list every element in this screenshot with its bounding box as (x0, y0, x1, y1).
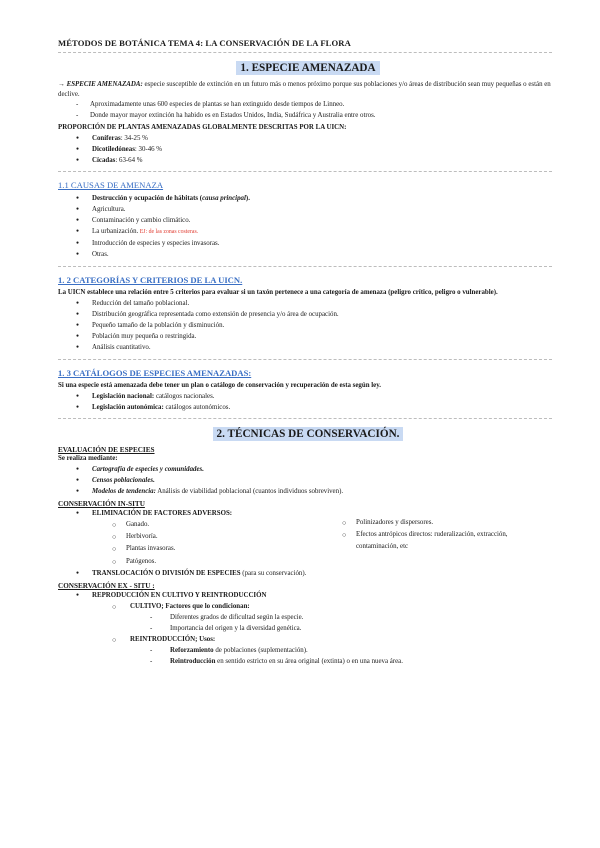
definition-text: especie susceptible de extinción en un futuro más o menos próximo porque sus poblaciones y/o áreas de distribución sean muy pequeñas o están en declive. (58, 81, 551, 99)
ex-situ-sublist (112, 601, 558, 613)
catalog-term: Legislación autonómica: (92, 403, 164, 411)
divider (58, 171, 552, 172)
section-1-header (58, 58, 558, 76)
list-item (58, 155, 558, 166)
arrow-icon: → (58, 81, 65, 88)
list-item: ● Cartografía de especies y comunidades. (58, 464, 558, 475)
evaluation-value: Análisis de viabilidad poblacional (cuantos individuos sobreviven). (155, 488, 344, 496)
list-item (58, 486, 558, 497)
adverse-factors-col2 (342, 517, 542, 568)
list-item: ● Análisis cuantitativo. (58, 342, 558, 353)
proportion-value: : 30-46 % (134, 146, 163, 154)
list-item: ● Contaminación y cambio climático. (58, 215, 558, 226)
cultivo-list (150, 613, 558, 634)
translocation-term: TRANSLOCACIÓN O DIVISIÓN DE ESPECIES (92, 569, 241, 577)
list-item: ● Introducción de especies y especies invasoras. (58, 238, 558, 249)
list-item (58, 402, 558, 413)
catalog-term: Legislación nacional: (92, 392, 155, 400)
catalogs-intro: Si una especie está amenazada debe tener un plan o catálogo de conservación y recuperación de esta según ley. (58, 381, 382, 389)
catalog-value: catálogos nacionales. (154, 392, 215, 400)
list-item: - Diferentes grados de dificultad según la especie. (150, 613, 558, 624)
document-title: MÉTODOS DE BOTÁNICA TEMA 4: LA CONSERVACIÓN DE LA FLORA (58, 38, 351, 48)
list-item: ○ Efectos antrópicos directos: ruderalización, extracción, contaminación, etc (342, 529, 542, 553)
divider (58, 52, 552, 53)
list-item: ● Distribución geográfica representada como extensión de presencia y/o área de ocupación. (58, 309, 558, 320)
list-item (150, 646, 558, 657)
cause-emphasis: causa principal (202, 195, 246, 203)
causes-heading: 1.1 CAUSAS DE AMENAZA (58, 180, 164, 191)
list-item: ● Población muy pequeña o restringida. (58, 331, 558, 342)
adverse-factors-col1 (112, 519, 342, 568)
catalog-value: catálogos autonómicos. (163, 403, 231, 411)
section-2-title: 2. TÉCNICAS DE CONSERVACIÓN. (213, 427, 404, 441)
adverse-factors-columns (112, 519, 558, 568)
list-item (58, 144, 558, 155)
list-item (58, 193, 558, 204)
ex-situ-sublist-2 (112, 634, 558, 646)
translocation-text: (para su conservación). (240, 569, 307, 577)
list-item: ● Otras. (58, 249, 558, 260)
ex-situ-list (58, 590, 558, 601)
divider (58, 359, 552, 360)
list-item: ● ELIMINACIÓN DE FACTORES ADVERSOS: (58, 508, 558, 519)
reintro-list (150, 646, 558, 667)
proportion-term: Dicotiledóneas (92, 146, 135, 154)
list-item (58, 226, 558, 238)
proportion-term: Coníferas (92, 135, 121, 143)
proportion-title: PROPORCIÓN DE PLANTAS AMENAZADAS GLOBALMENTE DESCRITAS POR LA UICN: (58, 123, 347, 131)
causes-list (58, 193, 558, 260)
catalogs-list (58, 391, 558, 413)
evaluation-intro: Se realiza mediante: (58, 454, 118, 462)
divider (58, 418, 552, 419)
list-item: ○ Patógenos. (112, 556, 342, 568)
list-item (150, 657, 558, 668)
in-situ-list-2 (58, 568, 558, 579)
proportion-value: : 34-25 % (120, 135, 148, 143)
criteria-list (58, 298, 558, 353)
reintro-value: en sentido estricto en su área original (extinta) o en una nueva área. (215, 658, 403, 666)
list-item (58, 391, 558, 402)
section-1-title: 1. ESPECIE AMENAZADA (236, 61, 379, 75)
list-item: ● Pequeño tamaño de la población y disminución. (58, 320, 558, 331)
catalogs-heading: 1. 3 CATÁLOGOS DE ESPECIES AMENAZADAS: (58, 367, 252, 378)
list-item: ○ Polinizadores y dispersores. (342, 517, 542, 529)
list-item (58, 568, 558, 579)
list-item: - Donde mayor mayor extinción ha habido es en Estados Unidos, India, Sudáfrica y Australia entre otros. (58, 111, 558, 121)
reintro-value: de poblaciones (suplementación). (213, 647, 308, 655)
definition-term: ESPECIE AMENAZADA: (66, 81, 143, 88)
reintro-term: Reintroducción (170, 658, 216, 666)
cause-example: EJ: de las zonas costeras. (138, 229, 199, 236)
list-item: ● Agricultura. (58, 204, 558, 215)
evaluation-list (58, 464, 558, 497)
criteria-intro: La UICN establece una relación entre 5 criterios para evaluar si un taxón pertenece a una categoría de amenaza (peligro crítico, peligro o vulnerable). (58, 289, 498, 297)
list-item: ● Censos poblacionales. (58, 475, 558, 486)
extinction-facts-list (58, 100, 558, 120)
evaluation-heading: EVALUACIÓN DE ESPECIES (58, 445, 155, 454)
list-item: ● REPRODUCCIÓN EN CULTIVO Y REINTRODUCCIÓN (58, 590, 558, 601)
list-item: - Aproximadamente unas 600 especies de plantas se han extinguido desde tiempos de Linneo. (58, 100, 558, 110)
list-item: ○ Herbivoría. (112, 531, 342, 543)
divider (58, 266, 552, 267)
cause-text: Destrucción y ocupación de hábitats ( (92, 195, 203, 203)
section-2-header (58, 424, 558, 442)
cause-text: La urbanización. (92, 228, 139, 236)
definition-paragraph (58, 80, 558, 100)
list-item (58, 133, 558, 144)
list-item: ○ Plantas invasoras. (112, 543, 342, 555)
proportion-value: : 63-64 % (115, 157, 143, 165)
ex-situ-heading: CONSERVACIÓN EX - SITU : (58, 581, 155, 590)
criteria-heading: 1. 2 CATEGORÍAS Y CRITERIOS DE LA UICN. (58, 275, 243, 286)
list-item: - Importancia del origen y la diversidad genética. (150, 624, 558, 635)
proportion-term: Cícadas (92, 157, 116, 165)
evaluation-term: Modelos de tendencia: (92, 488, 156, 496)
cause-text: ). (245, 195, 250, 203)
list-item: ○ REINTRODUCCIÓN; Usos: (112, 634, 558, 646)
list-item: ○ Ganado. (112, 519, 342, 531)
list-item: ● Reducción del tamaño poblacional. (58, 298, 558, 309)
in-situ-heading: CONSERVACIÓN IN-SITU (58, 500, 145, 509)
reintro-term: Reforzamiento (170, 647, 214, 655)
proportion-list (58, 133, 558, 166)
list-item: ○ CULTIVO; Factores que lo condicionan: (112, 601, 558, 613)
